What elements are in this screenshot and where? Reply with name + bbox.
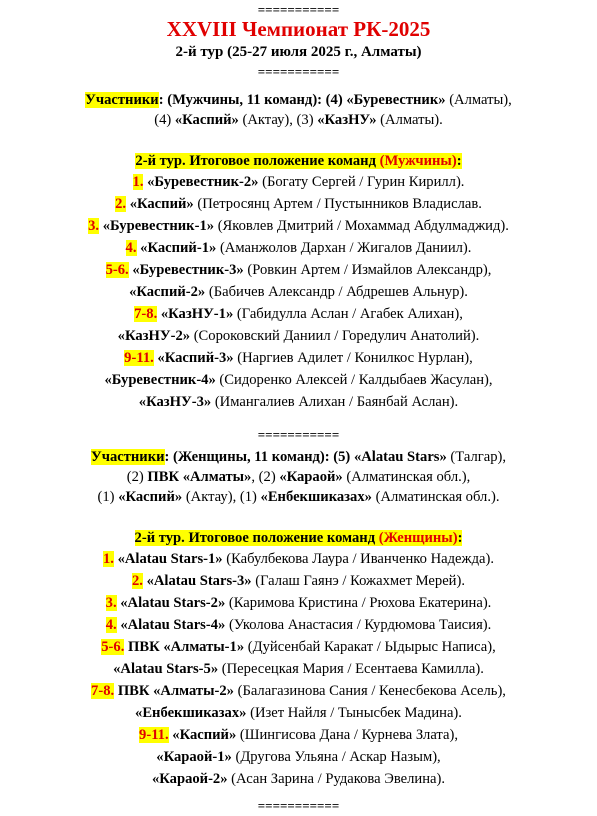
women-team: ПВК «Алматы» [147, 469, 252, 485]
team-players: (Каримова Кристина / Рюхова Екатерина). [225, 595, 492, 611]
team-name: «Alatau Stars-5» [113, 661, 219, 677]
standings-row [0, 282, 597, 302]
team-players: (Галаш Гаянэ / Кожахмет Мерей). [251, 573, 466, 589]
standings-row [0, 593, 597, 613]
men-standings-gender: (Мужчины) [379, 153, 457, 169]
place-badge: 9-11. [139, 727, 169, 743]
men-city: (Актау), (3) [238, 112, 318, 128]
men-team: «КазНУ» [317, 112, 377, 128]
women-participants-line-2 [0, 467, 597, 487]
separator-bottom: =========== [257, 798, 340, 813]
team-players: (Шингисова Дана / Курнева Злата), [236, 727, 458, 743]
team-name: ПВК «Алматы-2» [117, 683, 234, 699]
women-participants-line-3 [0, 487, 597, 507]
team-players: (Сидоренко Алексей / Калдыбаев Жасулан), [215, 372, 493, 388]
team-name: «Караой-2» [151, 771, 228, 787]
women-count: , (2) [251, 469, 280, 485]
women-count: (2) [126, 469, 148, 485]
women-city: (Актау), (1) [182, 489, 261, 505]
team-players: (Асан Зарина / Рудакова Эвелина). [227, 771, 446, 787]
team-players: (Уколова Анастасия / Курдюмова Таисия). [225, 617, 492, 633]
women-standings-heading [0, 528, 597, 548]
place-badge: 2. [115, 196, 127, 212]
standings-row [0, 747, 597, 767]
men-participants-label: Участники [85, 92, 159, 108]
standings-row [0, 615, 597, 635]
standings-row [0, 260, 597, 280]
team-name: «Каспий-1» [140, 240, 217, 256]
men-city: (Алматы). [376, 112, 443, 128]
standings-row [0, 370, 597, 390]
women-standings-colon: : [457, 530, 463, 546]
standings-row [0, 681, 597, 701]
team-players: (Сороковский Даниил / Горедулич Анатолий). [190, 328, 480, 344]
team-players: (Наргиев Адилет / Конилкос Нурлан), [233, 350, 473, 366]
place-badge: 3. [105, 595, 117, 611]
standings-row [0, 194, 597, 214]
women-city: (Талгар), [446, 449, 506, 465]
team-players: (Яковлев Дмитрий / Мохаммад Абдулмаджид). [214, 218, 509, 234]
men-count: (4) [154, 112, 175, 128]
team-name: «Караой-1» [156, 749, 232, 765]
standings-row [0, 326, 597, 346]
team-players: (Другова Ульяна / Аскар Назым), [231, 749, 441, 765]
team-name: «Alatau Stars-3» [146, 573, 252, 589]
men-standings-title [135, 153, 461, 169]
team-name: «Буревестник-4» [104, 372, 216, 388]
women-city: (Алматинская обл.), [342, 469, 471, 485]
team-name: «Alatau Stars-1» [117, 551, 223, 567]
place-badge: 4. [105, 617, 117, 633]
men-standings-colon: : [456, 153, 462, 169]
team-players: (Аманжолов Дархан / Жигалов Даниил). [216, 240, 472, 256]
place-badge: 7-8. [134, 306, 158, 322]
place-badge: 5-6. [105, 262, 129, 278]
team-players: (Ровкин Артем / Измайлов Александр), [243, 262, 492, 278]
team-players: (Дуйсенбай Каракат / Ыдырыс Написа), [244, 639, 496, 655]
team-players: (Балагазинова Сания / Кенесбекова Асель), [233, 683, 506, 699]
standings-row [0, 216, 597, 236]
team-name: «Alatau Stars-2» [120, 595, 226, 611]
women-team: «Караой» [279, 469, 343, 485]
team-players: (Петросянц Артем / Пустынников Владислав. [193, 196, 482, 212]
place-badge: 5-6. [101, 639, 125, 655]
women-count: (1) [97, 489, 119, 505]
team-name: «Буревестник-3» [132, 262, 244, 278]
women-standings-title [135, 530, 463, 546]
team-name: «Каспий-2» [129, 284, 206, 300]
standings-row [0, 703, 597, 723]
team-players: (Богату Сергей / Гурин Кирилл). [258, 174, 465, 190]
team-name: ПВК «Алматы-1» [128, 639, 245, 655]
team-name: «Alatau Stars-4» [120, 617, 226, 633]
team-players: (Габидулла Аслан / Агабек Алихан), [233, 306, 463, 322]
separator-top: =========== [257, 2, 340, 17]
team-players: (Имангалиев Алихан / Баянбай Аслан). [211, 394, 459, 410]
women-participants-intro: : (Женщины, 11 команд): (5) [164, 449, 354, 465]
separator-middle: =========== [257, 427, 340, 442]
team-players: (Кабулбекова Лаура / Иванченко Надежда). [222, 551, 495, 567]
team-players: (Пересецкая Мария / Есентаева Камилла). [218, 661, 484, 677]
women-participants-line-1 [0, 447, 597, 467]
standings-row [0, 304, 597, 324]
men-city: (Алматы), [445, 92, 512, 108]
team-name: «Каспий» [172, 727, 237, 743]
team-players: (Изет Найля / Тыныcбек Мадина). [246, 705, 462, 721]
men-standings-heading [0, 151, 597, 171]
team-name: «Каспий» [129, 196, 194, 212]
place-badge: 9-11. [124, 350, 154, 366]
place-badge: 1. [102, 551, 114, 567]
standings-row [0, 392, 597, 412]
standings-row [0, 769, 597, 789]
place-badge: 4. [125, 240, 137, 256]
team-name: «Енбекшиказах» [135, 705, 247, 721]
place-badge: 7-8. [91, 683, 115, 699]
team-name: «Буревестник-2» [147, 174, 259, 190]
women-participants-label: Участники [91, 449, 165, 465]
team-name: «КазНУ-2» [117, 328, 191, 344]
team-name: «КазНУ-1» [160, 306, 234, 322]
men-participants-intro: : (Мужчины, 11 команд): (4) [158, 92, 347, 108]
women-standings-text: 2-й тур. Итоговое положение команд [134, 530, 379, 546]
men-team: «Буревестник» [346, 92, 446, 108]
page-subtitle: 2-й тур (25-27 июля 2025 г., Алматы) [175, 44, 422, 60]
separator-subtitle: =========== [257, 64, 340, 79]
women-standings-gender: (Женщины) [378, 530, 458, 546]
standings-row [0, 659, 597, 679]
women-team: «Енбекшиказах» [260, 489, 372, 505]
standings-row [0, 549, 597, 569]
standings-row [0, 637, 597, 657]
standings-row [0, 571, 597, 591]
team-players: (Бабичев Александр / Абдрешев Альнур). [205, 284, 468, 300]
standings-row [0, 172, 597, 192]
standings-row [0, 348, 597, 368]
women-city: (Алматинская обл.). [371, 489, 500, 505]
team-name: «КазНУ-3» [138, 394, 212, 410]
men-standings-text: 2-й тур. Итоговое положение команд [135, 153, 380, 169]
place-badge: 3. [88, 218, 100, 234]
men-participants-line-2 [0, 110, 597, 130]
men-team: «Каспий» [174, 112, 239, 128]
team-name: «Каспий-3» [157, 350, 234, 366]
men-participants-line-1 [0, 90, 597, 110]
standings-row [0, 238, 597, 258]
women-team: «Каспий» [118, 489, 183, 505]
team-name: «Буревестник-1» [102, 218, 215, 234]
page-title: XXVIII Чемпионат РК-2025 [166, 17, 431, 41]
place-badge: 2. [131, 573, 143, 589]
women-team: «Alatau Stars» [353, 449, 447, 465]
place-badge: 1. [132, 174, 144, 190]
standings-row [0, 725, 597, 745]
